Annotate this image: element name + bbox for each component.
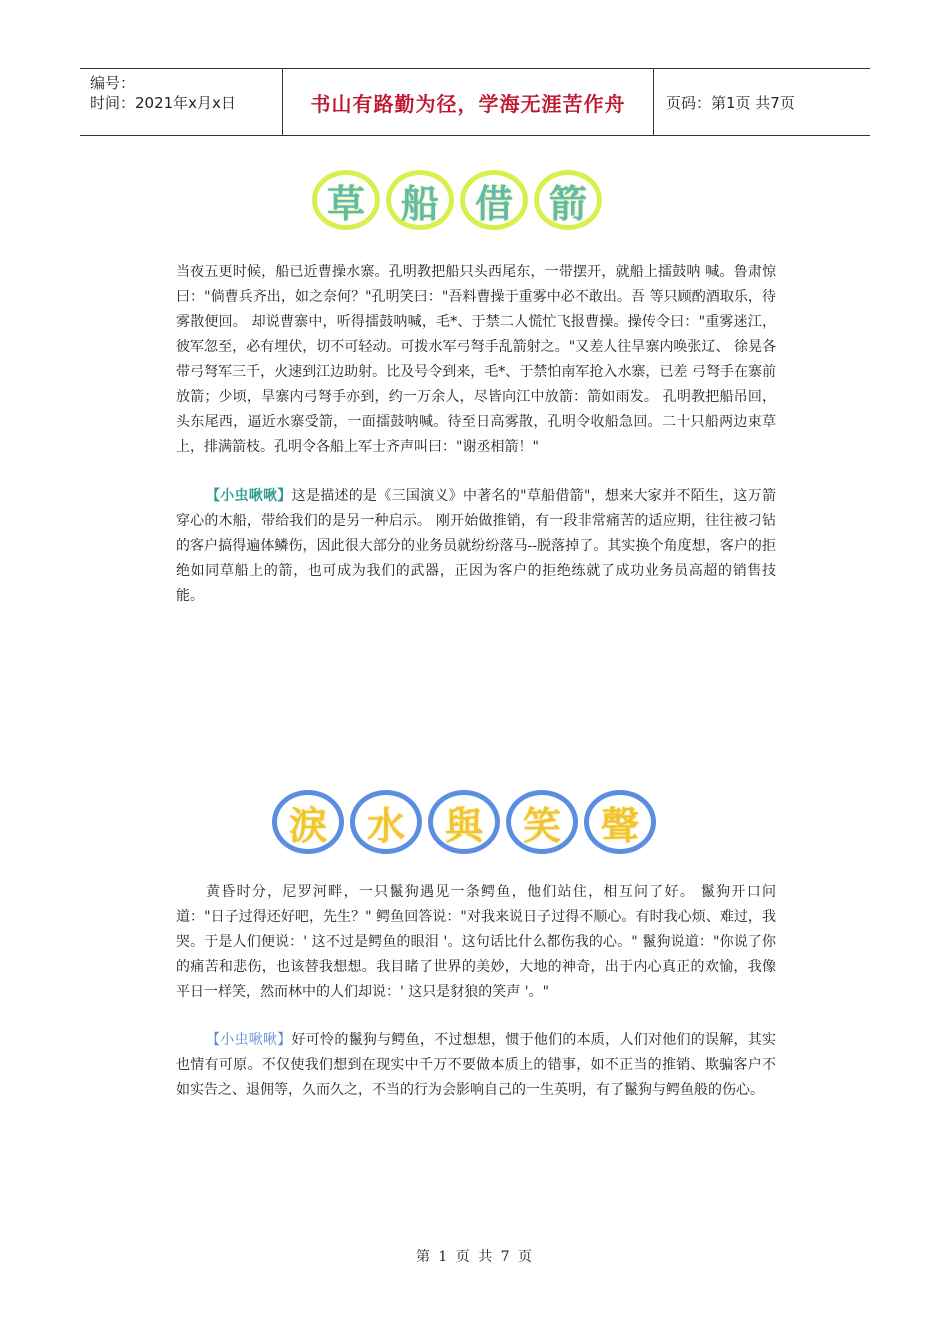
comment-1	[176, 484, 776, 609]
comment-tag: 【小虫啾啾】	[206, 488, 292, 504]
title-char: 與	[428, 790, 500, 854]
header-left-cell	[80, 69, 282, 135]
comment-tag: 【小虫啾啾】	[206, 1032, 292, 1048]
comment-text: 好可怜的鬣狗与鳄鱼，不过想想，惯于他们的本质，人们对他们的误解，其实也情有可原。不仅使我们想到在现实中千万不要做本质上的错事，如不正当的推销、欺骗客户不如实告之、退佣等，久而久之，不当的行为会影响自己的一生英明，有了鬣狗与鳄鱼般的伤心。	[176, 1032, 777, 1098]
number-label: 编号：	[90, 74, 136, 92]
title-char: 笑	[506, 790, 578, 854]
title-char: 水	[350, 790, 422, 854]
header-motto-cell	[282, 69, 654, 135]
comment-2	[176, 1028, 776, 1103]
title-char: 箭	[534, 170, 602, 230]
header-table	[80, 68, 870, 136]
comment-text: 这是描述的是《三国演义》中著名的"草船借箭"，想来大家并不陌生，这万箭穿心的木船，带给我们的是另一种启示。 刚开始做推销，有一段非常痛苦的适应期，往往被刁钻的客户搞得遍体鳞伤，因此很大部分的业务员就纷纷落马--脱落掉了。其实换个角度想，客户的拒绝如同草船上的箭，也可成为我们的武器，正因为客户的拒绝练就了成功业务员高超的销售技能。	[176, 488, 776, 604]
story-2: 黄昏时分，尼罗河畔，一只鬣狗遇见一条鳄鱼，他们站住，相互问了好。 鬣狗开口问道："日子过得还好吧，先生？" 鳄鱼回答说："对我来说日子过得不顺心。有时我心烦、难过，我哭。于是人们便说：' 这不过是鳄鱼的眼泪 '。这句话比什么都伤我的心。" 鬣狗说道："你说了你的痛苦和悲伤，也该替我想想。我目睹了世界的美妙，大地的神奇，出于内心真正的欢愉，我像平日一样笑，然而林中的人们却说：' 这只是豺狼的笑声 '。"	[176, 884, 776, 1000]
title-char: 聲	[584, 790, 656, 854]
title-char: 借	[460, 170, 528, 230]
page-footer: 第 1 页 共 7 页	[415, 1249, 535, 1265]
title-caochuanjiejian	[312, 170, 602, 230]
page-info: 页码：第1页 共7页	[666, 93, 795, 112]
motto: 书山有路勤为径，学海无涯苦作舟	[310, 91, 626, 116]
title-char: 船	[386, 170, 454, 230]
time-label: 时间：2021年x月x日	[90, 94, 236, 112]
title-char: 淚	[272, 790, 344, 854]
story-1: 当夜五更时候，船已近曹操水寨。孔明教把船只头西尾东，一带摆开，就船上擂鼓呐 喊。鲁肃惊曰："倘曹兵齐出，如之奈何？"孔明笑曰："吾料曹操于重雾中必不敢出。吾 等只顾酌酒取乐，待雾散便回。 却说曹寨中，听得擂鼓呐喊，毛*、于禁二人慌忙飞报曹操。操传令曰："重雾迷江， 彼军忽至，必有埋伏，切不可轻动。可拨水军弓弩手乱箭射之。"又差人往旱寨内唤张辽、 徐晃各带弓弩军三千，火速到江边助射。比及号令到来，毛*、于禁怕南军抢入水寨，已差 弓弩手在寨前放箭；少顷，旱寨内弓弩手亦到，约一万余人，尽皆向江中放箭：箭如雨发。 孔明教把船吊回，头东尾西，逼近水寨受箭，一面擂鼓呐喊。待至日高雾散，孔明令收船急回。二十只船两边束草上，排满箭枝。孔明令各船上军士齐声叫曰："谢丞相箭！"	[176, 264, 776, 455]
title-leishuiyuxiaosheng	[272, 790, 656, 854]
title-char: 草	[312, 170, 380, 230]
header-page-cell	[654, 69, 870, 135]
